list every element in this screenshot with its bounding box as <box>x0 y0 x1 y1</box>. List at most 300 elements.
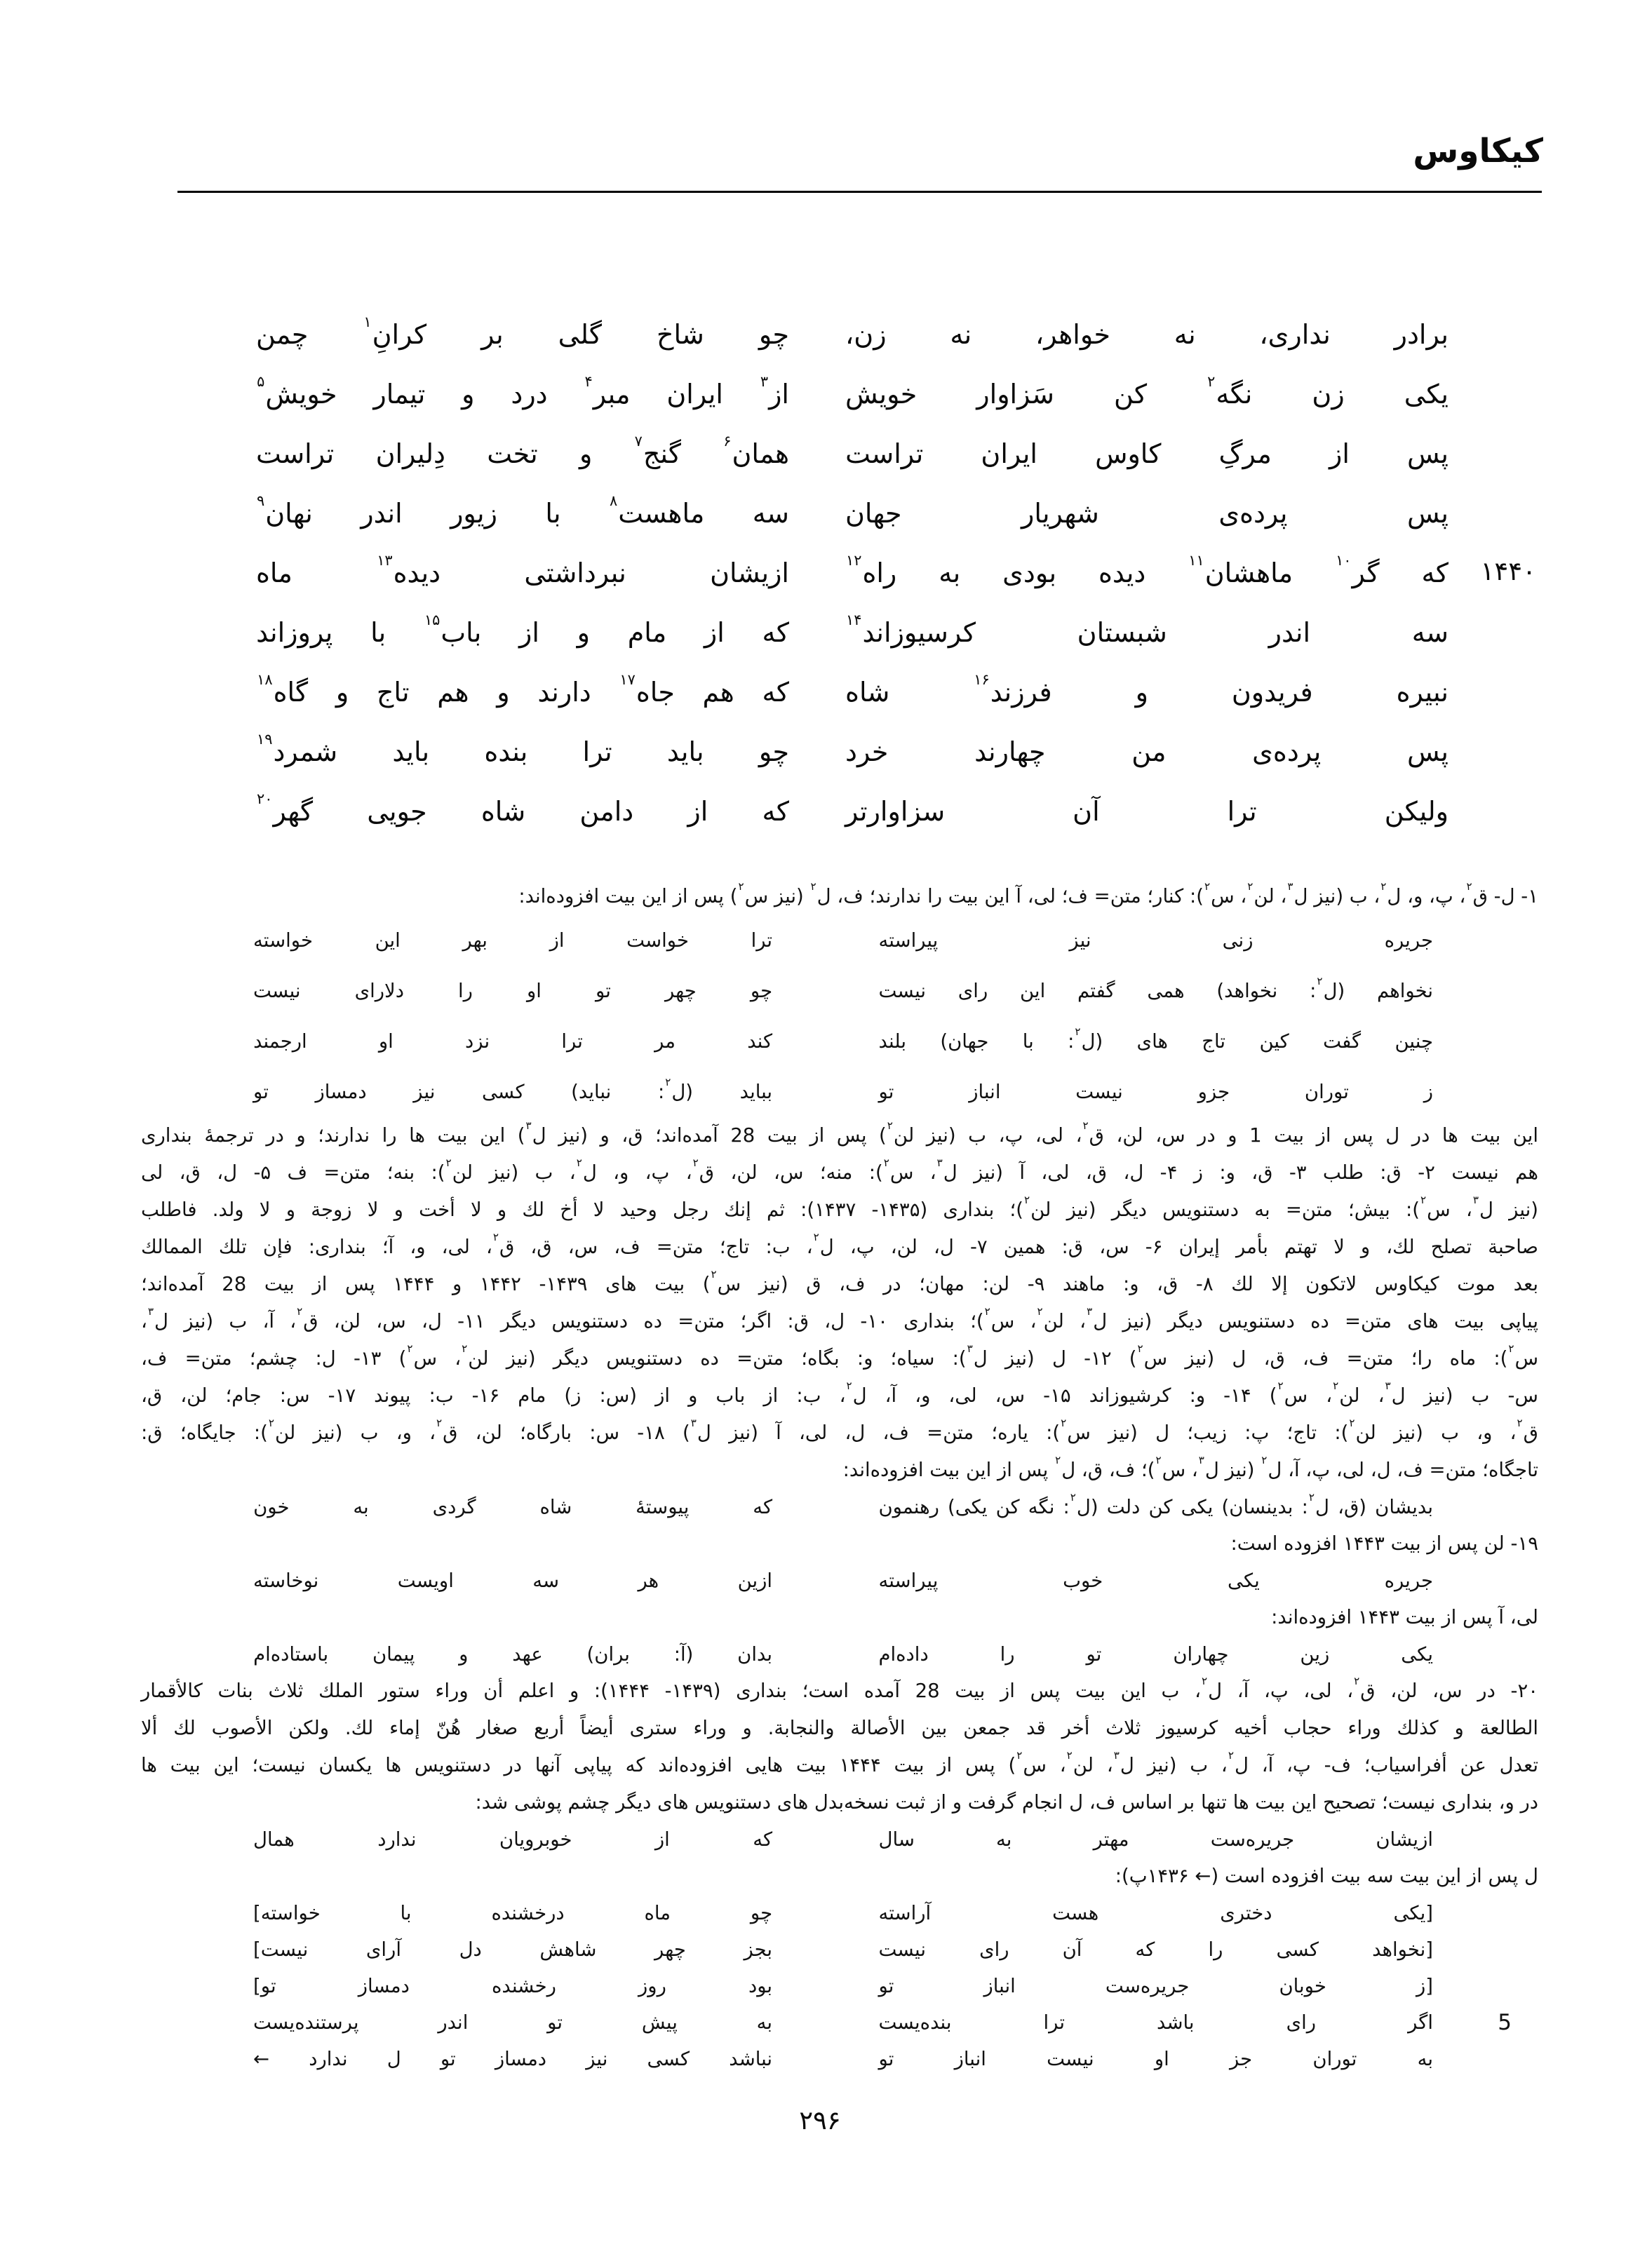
word: از <box>519 617 539 648</box>
apparatus-note-line: تاجگاه؛ متن= ف، ل، لی، پ، آ، ل$^۲$ (نیز ل$^۳$، س$^۲$)؛ ف، ق، ل$^۲$ پس از این بیت افزوده‌اند: <box>842 1454 1538 1481</box>
word: گفتم <box>1077 980 1115 1002</box>
poem-couplet <box>256 611 1449 675</box>
word: نیست <box>253 980 301 1002</box>
word: ندارد <box>377 1828 417 1851</box>
header-divider <box>177 191 1542 193</box>
word: چهر <box>664 980 697 1002</box>
word: چهر <box>654 1938 686 1961</box>
word: همال <box>253 1828 295 1851</box>
word: زیور <box>450 498 497 529</box>
word: دمساز <box>358 1975 410 1997</box>
word: گر$^{۱۰}$ <box>1336 551 1380 588</box>
word: درخشنده <box>491 1902 565 1924</box>
word: نباید) <box>571 1081 612 1103</box>
word: رای <box>957 980 988 1002</box>
word: با <box>370 617 387 648</box>
word: توران <box>1304 1081 1349 1103</box>
hemistich-second <box>256 313 789 353</box>
hemistich-second <box>256 432 789 472</box>
word: ازیشان <box>1376 1828 1433 1851</box>
word: ترا <box>1227 796 1257 827</box>
word: انباز <box>983 1975 1016 1997</box>
word: ماه <box>256 558 293 588</box>
word: تو <box>253 1081 269 1103</box>
word: او <box>1154 2048 1169 2070</box>
word: سزاوارتر <box>845 796 946 827</box>
word: رخشنده <box>491 1975 556 1997</box>
word: ماهشان$^{۱۱}$ <box>1188 551 1293 588</box>
apparatus-note-line: ل پس از این بیت سه بیت افزوده است (← ۱۴۳۶پ): <box>1115 1865 1538 1887</box>
word: به <box>939 558 961 588</box>
word: (آ: <box>673 1643 694 1666</box>
page-number: ۲۹۶ <box>799 2105 841 2135</box>
poem-couplet <box>256 730 1449 794</box>
word: ترا <box>561 1030 583 1053</box>
word: که <box>762 796 789 827</box>
word: عهد <box>512 1643 543 1666</box>
added-verse-hemistich-second <box>253 1076 773 1103</box>
word: هست <box>1052 1902 1099 1924</box>
word: از <box>654 1828 670 1851</box>
word: با <box>400 1902 412 1924</box>
added-verse-hemistich-first <box>878 1975 1433 1997</box>
word: نیز <box>413 1081 436 1103</box>
word: زن <box>1312 379 1345 410</box>
added-verse-hemistich-second <box>253 1570 772 1592</box>
word: شمرد$^{۱۹}$ <box>257 730 338 767</box>
hemistich-second <box>256 551 789 591</box>
word: پیش <box>641 2011 678 2034</box>
word: کن <box>1114 379 1148 410</box>
word: و <box>579 438 593 469</box>
apparatus-note-line: س$^۲$): ماه را؛ متن= ف، ق، ل (نیز س$^۲$) ۱۲- ل (نیز ل$^۳$): سیاه؛ و: بگاه؛ متن= ده دستنویس دیگر (نیز لن$^۲$، س$^۲$) ۱۳- ل: چشم؛ متن= ف، <box>141 1342 1539 1370</box>
word: تو <box>878 1975 894 1997</box>
word: بودی <box>1002 558 1057 588</box>
word: فرزند$^{۱۶}$ <box>974 670 1052 708</box>
word: سه <box>1411 617 1449 648</box>
apparatus-added-verse <box>141 1636 1538 1673</box>
poem-couplet <box>256 372 1449 436</box>
word: جریره <box>1384 929 1433 952</box>
word: گفت <box>1323 1030 1362 1053</box>
word: و <box>497 677 510 708</box>
word: را <box>1208 1938 1223 1961</box>
word: نیست <box>1047 2048 1094 2070</box>
word: چو <box>758 319 789 350</box>
word: چو <box>758 736 789 767</box>
word: را <box>458 980 473 1002</box>
word: دارند <box>537 677 591 708</box>
added-verse-hemistich-second <box>253 1828 772 1851</box>
poem-couplet <box>256 313 1449 377</box>
word: کاوس <box>1095 438 1162 469</box>
word: دلت <box>1106 1496 1141 1518</box>
word: دیده <box>1098 558 1146 588</box>
word: جویی <box>367 796 427 827</box>
word: نزد <box>465 1030 490 1053</box>
word: جز <box>1229 2048 1253 2070</box>
word: بلند <box>878 1030 907 1053</box>
word: و <box>462 379 475 410</box>
poem-couplet <box>256 432 1449 496</box>
word: بدیشان <box>1375 1496 1433 1518</box>
word: سال <box>878 1828 915 1851</box>
word: یکی <box>1404 379 1449 410</box>
apparatus-added-verse <box>141 1968 1538 2004</box>
word: از <box>549 929 565 952</box>
word: جریره <box>1384 1570 1433 1592</box>
word: دمساز <box>315 1081 367 1103</box>
word: تو <box>596 980 611 1002</box>
word: او <box>527 980 542 1002</box>
word: نگه <box>1028 1496 1055 1518</box>
word: نباشد <box>729 2048 773 2070</box>
apparatus-note-line: در و، بنداری نیست؛ تصحیح این بیت ها تنها بر اساس ف، ل انجام گرفت و از ثبت نسخه‌بدل های دستنویس های دیگر چشم پوشی شد: <box>475 1791 1538 1814</box>
hemistich-second <box>256 611 789 651</box>
hemistich-first <box>845 372 1449 412</box>
word: پروزاند <box>256 617 333 648</box>
word: و <box>459 1643 469 1666</box>
word: چنین <box>1394 1030 1433 1053</box>
word: تیمار <box>373 379 426 410</box>
added-verse-hemistich-second <box>253 1496 772 1518</box>
word: بباید <box>739 1081 773 1103</box>
word: توران <box>1312 2048 1357 2070</box>
word: مرگِ <box>1218 438 1272 469</box>
word: نیز <box>1069 929 1091 952</box>
word: راه$^{۱۲}$ <box>846 551 897 588</box>
added-verse-hemistich-first <box>878 1570 1433 1592</box>
word: بود <box>748 1975 773 1997</box>
word: بهر <box>462 929 488 952</box>
page-title: کیکاوس <box>1413 132 1543 170</box>
word: دامن <box>579 796 634 827</box>
hemistich-first <box>845 436 1449 472</box>
word: آرای <box>365 1938 401 1961</box>
word: پس <box>1406 498 1449 529</box>
word: فریدون <box>1231 677 1313 708</box>
word: سَزاوار <box>976 379 1054 410</box>
word: باید <box>666 736 704 767</box>
word: بر <box>481 319 504 350</box>
added-verse-hemistich-first <box>878 929 1433 952</box>
word: که <box>753 1496 773 1518</box>
word: یکی <box>1181 1496 1214 1518</box>
apparatus-note-line: صاحبة تصلح لك، و لا تهتم بأمر إیران ۶- س، ق: همین ۷- ل، لن، پ، ل$^۲$، ب: تاج؛ متن= ف، س، ق، ق$^۲$، لی، و، آ؛ بنداری: فإن تلك الممالك <box>141 1231 1539 1258</box>
word: های <box>1136 1030 1168 1053</box>
word: مام <box>627 617 667 648</box>
word: پیوستهٔ <box>636 1496 690 1518</box>
word: باب$^{۱۵}$ <box>424 611 482 648</box>
word: پرده‌ی <box>1252 736 1322 767</box>
word: جریره‌ست <box>1210 1828 1295 1851</box>
word: نخواهم <box>1376 980 1433 1002</box>
added-verse-hemistich-first <box>878 1025 1433 1053</box>
word: به <box>1417 2048 1433 2070</box>
word: ترا <box>1043 2011 1065 2034</box>
word: جزو <box>1197 1081 1230 1103</box>
hemistich-first <box>845 734 1449 770</box>
word: با <box>1022 1030 1034 1053</box>
word: شاهش <box>539 1938 597 1961</box>
word: به <box>996 1828 1012 1851</box>
word: پیمان <box>372 1643 415 1666</box>
word: خوب <box>1063 1570 1103 1592</box>
word: انباز <box>969 1081 1001 1103</box>
word: نخواهد) <box>1216 980 1278 1002</box>
apparatus <box>141 878 1538 2077</box>
word: اندر <box>361 498 403 529</box>
hemistich-second <box>256 492 789 532</box>
word: و <box>1135 677 1148 708</box>
word: کسی <box>1276 1938 1319 1961</box>
apparatus-added-verse <box>141 915 1538 966</box>
hemistich-first <box>845 794 1449 830</box>
poem <box>256 313 1449 853</box>
added-verse-hemistich-first <box>878 1491 1433 1518</box>
word: بجز <box>744 1938 773 1961</box>
word: جاه$^{۱۷}$ <box>619 670 675 708</box>
word: اندر <box>1268 617 1311 648</box>
word: نبرداشتی <box>524 558 626 588</box>
word: ماهست$^۸$ <box>609 492 705 529</box>
word: تو <box>878 2048 894 2070</box>
word: تراست <box>845 438 924 469</box>
poem-couplet <box>256 670 1449 734</box>
word: تاج <box>376 677 410 708</box>
word: مر <box>654 1030 676 1053</box>
word: (ل$^۲$: <box>657 1076 694 1103</box>
word: گردی <box>432 1496 476 1518</box>
word: شاه <box>480 796 526 827</box>
word: تراست <box>256 438 335 469</box>
word: آراسته <box>878 1902 932 1924</box>
word: [نخواهد <box>1372 1938 1433 1961</box>
word: تو <box>440 2048 456 2070</box>
added-verse-hemistich-first <box>878 2011 1433 2034</box>
word: اندر <box>438 2011 469 2034</box>
word: باید <box>392 736 430 767</box>
apparatus-added-verse <box>141 1895 1538 1931</box>
hemistich-first <box>845 611 1449 651</box>
word: خوبرویان <box>499 1828 572 1851</box>
word: و <box>577 617 591 648</box>
word: گاه$^{۱۸}$ <box>257 670 309 708</box>
added-verse-hemistich-second <box>253 2048 772 2070</box>
word: کرانِ$^۱$ <box>363 313 427 350</box>
word: به <box>756 2011 773 2034</box>
word: مبر$^۴$ <box>584 372 631 410</box>
word: گنج$^۷$ <box>634 432 681 469</box>
word: ارجمند <box>253 1030 307 1053</box>
word: سه <box>752 498 789 529</box>
word: پرده‌ی <box>1218 498 1288 529</box>
word: ترا <box>751 929 773 952</box>
added-verse-hemistich-first <box>878 1081 1433 1103</box>
word: که <box>762 617 789 648</box>
word: جهان) <box>940 1030 989 1053</box>
apparatus-note-line: ق$^۲$، و، ب (نیز لن$^۲$): تاج؛ پ: زیب؛ ل (نیز س$^۲$): یاره؛ متن= ف، ل، لی، آ (نیز ل$^۳$) ۱۸- س: بارگاه؛ لن، ق$^۲$، و، ب (نیز لن$^۲$): جایگاه؛ ق: <box>141 1417 1538 1444</box>
word: نگه$^۲$ <box>1207 372 1253 410</box>
apparatus-added-verse <box>141 966 1538 1016</box>
apparatus-note-line: ۱- ل- ق$^۲$، پ، و، ل$^۲$، ب (نیز ل$^۳$، لن$^۲$، س$^۲$): کنار؛ متن= ف؛ لی، آ این بیت را ندارند؛ ف، ل$^۲$ (نیز س$^۲$) پس از این بیت افزوده‌اند: <box>518 880 1538 907</box>
word: ازیشان <box>710 558 789 588</box>
word: رای <box>979 1938 1009 1961</box>
word: چو <box>750 980 773 1002</box>
word: نه <box>1174 319 1196 350</box>
apparatus-note-line: (نیز ل$^۳$، س$^۲$): بیش؛ متن= به دستنویس دیگر (نیز لن$^۲$)؛ بنداری (۱۴۳۵- ۱۴۳۷): ثم إنك رجل وحید لا أخ لك و لا أخت و لا زوجة و لا ولد. فاطلب <box>141 1194 1539 1221</box>
word: من <box>1131 736 1167 767</box>
apparatus-note-line: ۱۹- لن پس از بیت ۱۴۴۳ افزوده است: <box>1230 1532 1538 1555</box>
word: سه <box>532 1570 560 1592</box>
word: از$^۳$ <box>760 372 789 410</box>
word: تاج <box>1202 1030 1226 1053</box>
word: خواسته] <box>253 1902 321 1924</box>
word: (ل$^۲$: <box>1068 1025 1103 1053</box>
added-verse-hemistich-second <box>253 1030 772 1053</box>
word: کند <box>747 1030 773 1053</box>
word: نه <box>950 319 972 350</box>
word: تو] <box>253 1975 276 1997</box>
word: خواسته <box>253 929 313 952</box>
added-verse-hemistich-first <box>878 2048 1433 2070</box>
word: چهاران <box>1173 1643 1229 1666</box>
word: خرد <box>845 736 889 767</box>
word: خون <box>253 1496 290 1518</box>
word: خویش <box>845 379 918 410</box>
apparatus-added-verse <box>141 1067 1538 1117</box>
word: جهان <box>845 498 902 529</box>
hemistich-first <box>845 317 1449 353</box>
word: باشد <box>1157 2011 1195 2034</box>
word: با <box>545 498 561 529</box>
word: به <box>353 1496 369 1518</box>
apparatus-added-verse <box>141 2041 1538 2077</box>
poem-couplet <box>256 492 1449 555</box>
word: شاخ <box>656 319 704 350</box>
word: کن <box>1148 1496 1173 1518</box>
word: یکی <box>1228 1570 1260 1592</box>
word: روز <box>638 1975 666 1997</box>
word: این <box>375 929 401 952</box>
word: ل$^۲$: <box>1301 1491 1329 1518</box>
word: دمساز <box>495 2048 547 2070</box>
word: که <box>762 677 789 708</box>
word: انباز <box>954 2048 986 2070</box>
apparatus-note-line: پیاپی بیت های متن= ده دستنویس دیگر (نیز ل$^۳$، لن$^۲$، س$^۲$)؛ بنداری ۱۰- ل، ق: اگر؛ متن= ده دستنویس دیگر ۱۱- ل، س، لن، ق$^۲$، آ، ب (نیز ل$^۳$، <box>141 1305 1539 1332</box>
word: یکی <box>1401 1643 1433 1666</box>
added-verse-hemistich-first <box>878 1828 1433 1851</box>
word: که <box>1421 558 1449 588</box>
added-verse-hemistich-first <box>878 975 1433 1002</box>
added-verse-hemistich-second <box>253 2011 772 2034</box>
word: (ق، <box>1338 1496 1367 1518</box>
poem-couplet <box>256 790 1449 853</box>
word: پس <box>1406 438 1449 469</box>
word: تخت <box>487 438 538 469</box>
word: آن <box>1062 1938 1082 1961</box>
hemistich-first <box>845 496 1449 532</box>
word: نداری، <box>1259 319 1331 350</box>
word: ولیکن <box>1384 796 1449 827</box>
word: دل <box>459 1938 482 1961</box>
word: چهارند <box>974 736 1046 767</box>
word: خوبان <box>1279 1975 1326 1997</box>
word: هر <box>638 1570 659 1592</box>
word: ایران <box>981 438 1037 469</box>
word: نیست <box>878 980 927 1002</box>
added-verse-hemistich-second <box>253 980 772 1002</box>
word: تو <box>878 1081 894 1103</box>
verse-line-number: ۱۴۴۰ <box>1480 556 1536 586</box>
apparatus-note-line: س- ب (نیز ل$^۳$، لن$^۲$، س$^۲$) ۱۴- و: کرشیوزاند ۱۵- س، لی، و، آ، ل$^۲$، ب: از باب و از (س: ز) مام ۱۶- ب: پیوند ۱۷- س: جام؛ لن، ق، <box>141 1379 1538 1407</box>
word: [یکی <box>1393 1902 1433 1924</box>
word: کین <box>1259 1030 1289 1053</box>
word: نبیره <box>1396 677 1449 708</box>
word: هم <box>437 677 469 708</box>
added-verse-hemistich-second <box>253 929 772 952</box>
word: نیست <box>878 1938 926 1961</box>
added-verse-hemistich-first <box>878 1643 1433 1666</box>
word: از <box>1329 438 1350 469</box>
word: نوخاسته <box>253 1570 319 1592</box>
word: بران) <box>586 1643 630 1666</box>
word: هم <box>702 677 734 708</box>
word: چمن <box>256 319 309 350</box>
added-verse-hemistich-second <box>253 1902 772 1924</box>
word: تو <box>547 2011 563 2034</box>
word: که <box>1135 1938 1155 1961</box>
word: زین <box>1300 1643 1330 1666</box>
hemistich-second <box>256 670 789 710</box>
word: داده‌ام <box>878 1643 929 1666</box>
apparatus-added-verse <box>141 1562 1538 1599</box>
word: رهنمون <box>878 1496 939 1518</box>
word: یکی) <box>948 1496 988 1518</box>
word: این <box>1019 980 1046 1002</box>
hemistich-second <box>256 730 789 770</box>
added-verse-hemistich-second <box>253 1975 772 1997</box>
apparatus-note-line: الطالعة و كذلك وراء حجاب أخیه كرسیوز ثلاث أخر قد جمعن بین الأصالة والنجابة. و وراء ستری أیضاً أربع صغار هُنّ إماء لك. ولكن الأصوب لك ألا <box>141 1717 1538 1739</box>
word: بدینسان) <box>1221 1496 1293 1518</box>
word: از <box>704 617 725 648</box>
added-verse-hemistich-first <box>878 1902 1433 1924</box>
word: اگر <box>1408 2011 1433 2034</box>
word: کسی <box>647 2048 690 2070</box>
apparatus-added-verse <box>141 1489 1538 1525</box>
word: پیراسته <box>878 1570 939 1592</box>
word: چو <box>750 1902 773 1924</box>
word: جریره‌ست <box>1105 1975 1190 1997</box>
word: او <box>378 1030 394 1053</box>
word: پرستنده‌یست <box>253 2011 359 2034</box>
word: شهریار <box>1021 498 1099 529</box>
word: [ز <box>1416 1975 1433 1997</box>
word: کسی <box>482 1081 525 1103</box>
word: ازین <box>737 1570 773 1592</box>
word: گهر$^{۲۰}$ <box>257 790 314 827</box>
word: که <box>753 1828 773 1851</box>
word: شاه <box>845 677 890 708</box>
word: همی <box>1147 980 1185 1002</box>
word: اویست <box>397 1570 454 1592</box>
word: کرسیوزاند$^{۱۴}$ <box>846 611 976 648</box>
added-verse-hemistich-first <box>878 1938 1433 1961</box>
hemistich-second <box>256 372 789 412</box>
word: ← <box>253 2048 270 2070</box>
apparatus-note-line: ۲۰- در س، لن، ق$^۲$، لی، پ، آ، ل$^۲$، ب این بیت پس از بیت 28 آمده است؛ بنداری (۱۴۳۹- ۱۴۴۴): و اعلم أن وراء ستور الملك ثلاث بنات كالأقمار <box>141 1675 1538 1702</box>
word: ترا <box>582 736 612 767</box>
